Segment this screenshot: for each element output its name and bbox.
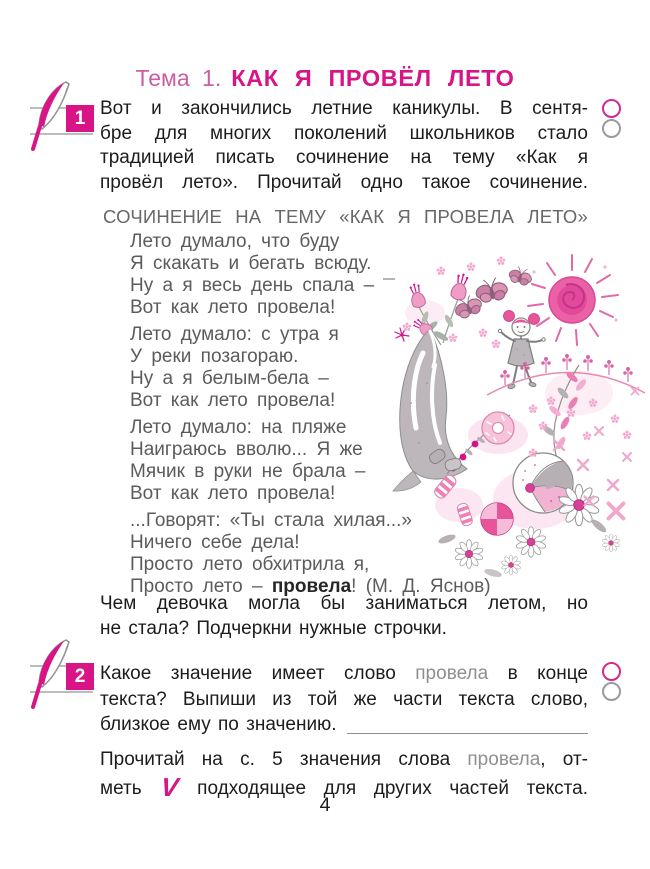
poem-line: Ну а я белым-бела – <box>130 368 329 389</box>
poem-heading: СОЧИНЕНИЕ НА ТЕМУ «КАК Я ПРОВЕЛА ЛЕТО» <box>103 206 588 227</box>
task2-text-segment: в конце <box>488 663 588 684</box>
task2-text-line: текста? Выпиши из той же части текста слово, <box>100 688 588 710</box>
swirl-ball-icon <box>481 503 513 535</box>
task1-self-check-circles <box>602 99 621 138</box>
self-check-circle-gray[interactable] <box>602 682 621 701</box>
poem-line: У реки позагораю. <box>130 346 299 367</box>
poem-line: Просто лето обхитрила я, <box>130 554 370 575</box>
task2-text-line <box>100 747 588 773</box>
page-title <box>0 57 650 94</box>
sun-icon <box>528 255 618 345</box>
task1-text-line: Вот и закончились летние каникулы. В сентя- <box>100 98 588 119</box>
self-check-circle-gray[interactable] <box>602 119 621 138</box>
task2-number-badge: 2 <box>66 663 94 690</box>
task2-text <box>100 661 588 802</box>
highlighted-word: провела <box>467 748 541 770</box>
poem-author: (М. Д. Яснов) <box>365 576 491 597</box>
task2-text-segment: близкое ему по значению. <box>100 714 337 735</box>
task1-question <box>100 592 588 641</box>
poem-line: Лето думало, что буду <box>130 231 340 252</box>
self-check-circle-pink[interactable] <box>602 662 621 681</box>
task1-text-line: традицией писать сочинение на тему «Как я <box>100 147 588 168</box>
poem-line: Ничего себе дела! <box>130 532 300 553</box>
task2-text-line <box>100 712 588 738</box>
task1-number-badge: 1 <box>66 105 94 132</box>
poem-line: Я скакать и бегать всюду. <box>130 253 372 274</box>
poem-line: Вот как лето провела! <box>130 390 336 411</box>
poem-final-prefix: Просто лето – <box>130 576 272 597</box>
task2-text-line <box>100 661 588 687</box>
checkmark-icon: V <box>159 772 180 802</box>
poem-line: Мячик в руки не брала – <box>130 461 366 482</box>
highlighted-word: провела <box>415 663 489 684</box>
task2-marker <box>30 646 96 710</box>
poem-line: Ну а я весь день спала – <box>130 275 375 296</box>
task1-text <box>100 97 588 195</box>
question-line: не стала? Подчеркни нужные строчки. <box>100 617 447 639</box>
poem-line: Вот как лето провела! <box>130 483 336 504</box>
poem-line: ...Говорят: «Ты стала хилая...» <box>130 510 412 531</box>
donut-icon <box>482 412 514 444</box>
summer-illustration <box>383 243 647 593</box>
answer-blank[interactable] <box>347 733 588 734</box>
task2-text-segment: подходящее для других частей текста. <box>179 778 588 799</box>
theme-number-label: Тема 1. <box>135 65 222 91</box>
question-line: Чем девочка могла бы заниматься летом, но <box>100 593 588 614</box>
butterfly-icon <box>506 264 535 288</box>
self-check-circle-pink[interactable] <box>602 99 621 118</box>
task2-text-segment: Прочитай на с. 5 значения слова <box>100 748 468 770</box>
poem-final-suffix: ! <box>351 576 357 597</box>
poem-line: Лето думало: с утра я <box>130 324 339 345</box>
task2-text-segment: меть <box>100 778 160 799</box>
task2-self-check-circles <box>602 662 621 701</box>
poem-line: Вот как лето провела! <box>130 297 336 318</box>
poem-line: Лето думало: на пляже <box>130 417 347 438</box>
wild-flower <box>395 328 409 341</box>
task1-marker <box>30 88 96 152</box>
task2-text-segment: Какое значение имеет слово <box>100 663 416 684</box>
task1-text-line: бре для многих поколений школьников стало <box>100 122 588 144</box>
poem-key-word: провела <box>271 576 352 597</box>
task2-text-segment: , от- <box>540 748 588 770</box>
task1-text-line: провёл лето». Прочитай одно такое сочинение. <box>100 171 588 193</box>
page-number: 4 <box>319 794 331 816</box>
theme-title-text: КАК Я ПРОВЁЛ ЛЕТО <box>231 65 515 91</box>
poem-line: Наиграюсь вволю... Я же <box>130 439 363 460</box>
